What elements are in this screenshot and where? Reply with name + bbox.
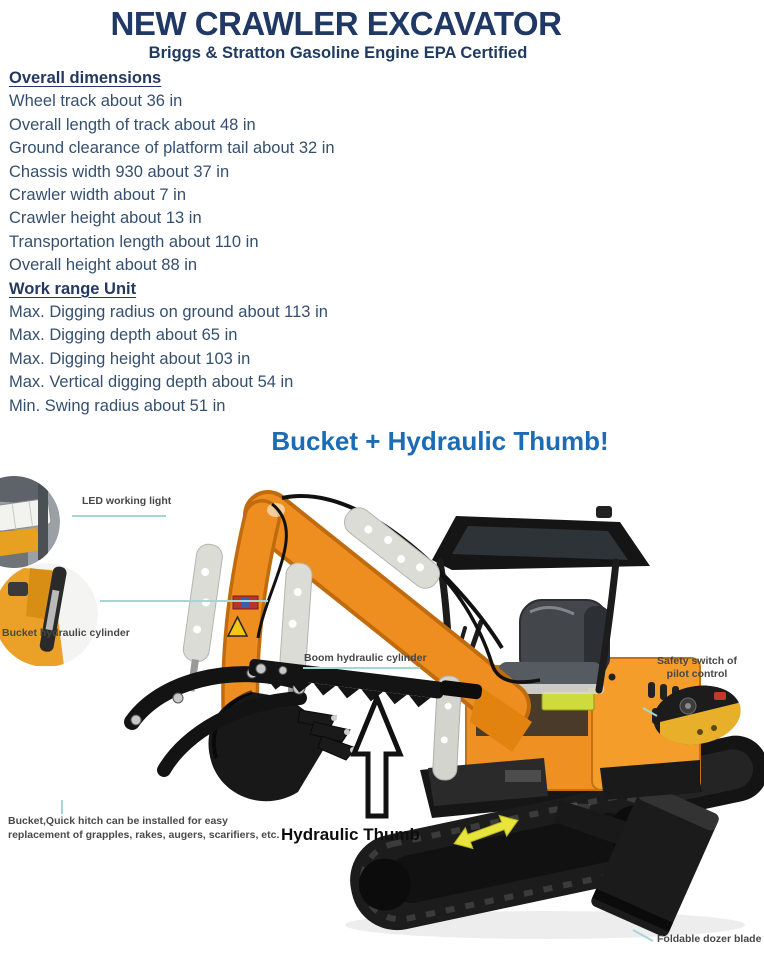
spec-line: Transportation length about 110 in: [9, 232, 259, 251]
promo-headline: Bucket + Hydraulic Thumb!: [271, 426, 609, 456]
boom-cylinder-label: Boom hydraulic cylinder: [304, 652, 427, 664]
spec-line: Crawler height about 13 in: [9, 209, 202, 228]
inset-bucket-cylinder-photo: [0, 563, 98, 667]
hydraulic-thumb-label: Hydraulic Thumb: [281, 825, 420, 844]
spec-line: Wheel track about 36 in: [9, 92, 183, 111]
spec-list: [9, 67, 335, 418]
spec-line: Overall length of track about 48 in: [9, 115, 256, 134]
spec-line: Max. Digging height about 103 in: [9, 349, 251, 368]
work-range-heading: Work range Unit: [9, 279, 137, 298]
overall-dimensions-heading: Overall dimensions: [9, 69, 162, 87]
engine-subtitle: Briggs & Stratton Gasoline Engine EPA Certified: [148, 44, 528, 62]
page-title: NEW CRAWLER EXCAVATOR: [110, 5, 562, 42]
spec-line: Overall height about 88 in: [9, 256, 198, 275]
bucket-cylinder-label: Bucket hydraulic cylinder: [2, 627, 130, 639]
safety-switch-label: Safety switch of pilot control: [657, 655, 737, 680]
spec-line: Ground clearance of platform tail about 32 in: [9, 139, 335, 158]
spec-line: Max. Digging depth about 65 in: [9, 326, 238, 345]
quick-hitch-note: Bucket,Quick hitch can be installed for easy replacement of grapples, rakes, augers, scarifiers, etc.: [8, 815, 280, 841]
inset-led-photo: [0, 476, 60, 570]
dozer-blade-label: Foldable dozer blade: [657, 933, 762, 945]
excavator-illustration: [0, 470, 764, 960]
spec-line: Crawler width about 7 in: [9, 186, 187, 205]
spec-line: Chassis width 930 about 37 in: [9, 162, 230, 181]
spec-line: Max. Vertical digging depth about 54 in: [9, 373, 294, 392]
excavator-photo: [0, 470, 764, 960]
led-working-light-label: LED working light: [82, 495, 172, 507]
spec-line: Min. Swing radius about 51 in: [9, 396, 226, 415]
up-arrow: [354, 698, 400, 816]
spec-line: Max. Digging radius on ground about 113 in: [9, 303, 328, 322]
